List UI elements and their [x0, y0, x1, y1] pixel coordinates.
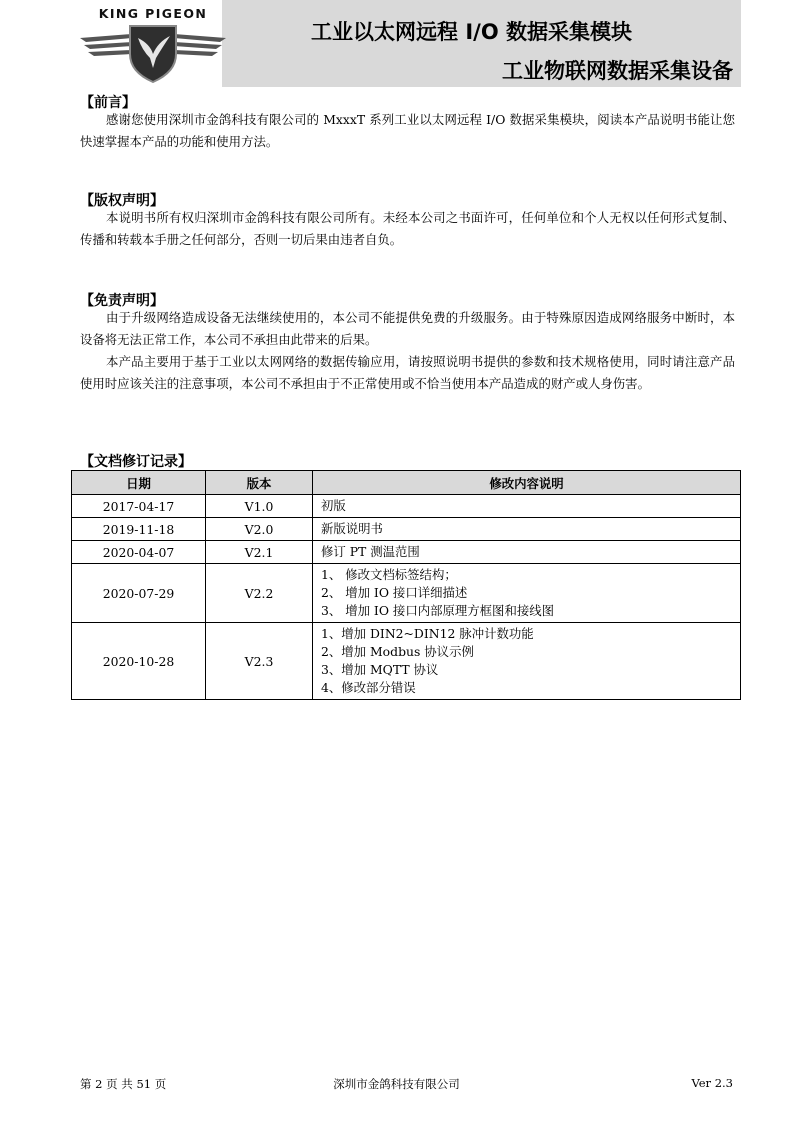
copyright-paragraph: 本说明书所有权归深圳市金鸽科技有限公司所有。未经本公司之书面许可，任何单位和个人无权以任何形式复制、传播和转载本手册之任何部分，否则一切后果由违者自负。 — [80, 210, 735, 247]
row-version: V1.0 — [206, 495, 313, 518]
disclaimer-heading: 【免责声明】 — [80, 293, 164, 309]
row-version: V2.1 — [206, 541, 313, 564]
col-header-version: 版本 — [206, 471, 313, 495]
table-row — [72, 518, 741, 541]
document-title-line2: 工业物联网数据采集设备 — [502, 59, 733, 83]
change-item: 修订 PT 测温范围 — [321, 544, 420, 559]
preface-paragraph: 感谢您使用深圳市金鸽科技有限公司的 MxxxT 系列工业以太网远程 I/O 数据采集模块，阅读本产品说明书能让您快速掌握本产品的功能和使用方法。 — [80, 112, 735, 149]
change-item: 3、 增加 IO 接口内部原理方框图和接线图 — [321, 603, 555, 618]
disclaimer-paragraph-1: 由于升级网络造成设备无法继续使用的，本公司不能提供免费的升级服务。由于特殊原因造成网络服务中断时，本设备将无法正常工作，本公司不承担由此带来的后果。 — [80, 310, 735, 347]
row-version: V2.3 — [206, 623, 313, 700]
document-title-line1: 工业以太网远程 I/O 数据采集模块 — [311, 20, 632, 44]
footer-page-number: 第 2 页 共 51 页 — [80, 1077, 167, 1091]
pigeon-emblem-icon — [80, 20, 226, 84]
change-item: 2、 增加 IO 接口详细描述 — [321, 585, 468, 600]
preface-heading: 【前言】 — [80, 95, 136, 111]
disclaimer-text — [80, 307, 735, 395]
col-header-changes: 修改内容说明 — [313, 471, 741, 495]
row-date: 2020-07-29 — [72, 564, 206, 623]
table-header-row — [72, 471, 741, 495]
change-item: 4、修改部分错误 — [321, 680, 416, 695]
copyright-heading: 【版权声明】 — [80, 193, 164, 209]
row-date: 2020-04-07 — [72, 541, 206, 564]
company-logo — [80, 6, 226, 84]
table-row — [72, 564, 741, 623]
row-date: 2017-04-17 — [72, 495, 206, 518]
copyright-text — [80, 207, 735, 251]
table-row — [72, 623, 741, 700]
footer-version: Ver 2.3 — [691, 1076, 733, 1090]
change-item: 3、增加 MQTT 协议 — [321, 662, 439, 677]
change-item: 初版 — [321, 498, 346, 513]
col-header-date: 日期 — [72, 471, 206, 495]
row-changes — [313, 541, 741, 564]
row-changes — [313, 623, 741, 700]
row-version: V2.0 — [206, 518, 313, 541]
footer-company: 深圳市金鸽科技有限公司 — [333, 1077, 460, 1091]
logo-text: KING PIGEON — [98, 6, 208, 21]
disclaimer-paragraph-2: 本产品主要用于基于工业以太网网络的数据传输应用，请按照说明书提供的参数和技术规格使用，同时请注意产品使用时应该关注的注意事项，本公司不承担由于不正常使用或不恰当使用本产品造成的财产或人身伤害。 — [80, 354, 735, 391]
row-version: V2.2 — [206, 564, 313, 623]
change-item: 1、增加 DIN2~DIN12 脉冲计数功能 — [321, 626, 534, 641]
row-changes — [313, 564, 741, 623]
table-row — [72, 495, 741, 518]
row-date: 2020-10-28 — [72, 623, 206, 700]
revision-table — [71, 470, 741, 700]
revisions-heading: 【文档修订记录】 — [80, 454, 192, 470]
row-changes — [313, 518, 741, 541]
change-item: 新版说明书 — [321, 521, 383, 536]
change-item: 2、增加 Modbus 协议示例 — [321, 644, 474, 659]
change-item: 1、 修改文档标签结构； — [321, 567, 457, 582]
preface-text — [80, 109, 735, 153]
table-row — [72, 541, 741, 564]
row-date: 2019-11-18 — [72, 518, 206, 541]
row-changes — [313, 495, 741, 518]
